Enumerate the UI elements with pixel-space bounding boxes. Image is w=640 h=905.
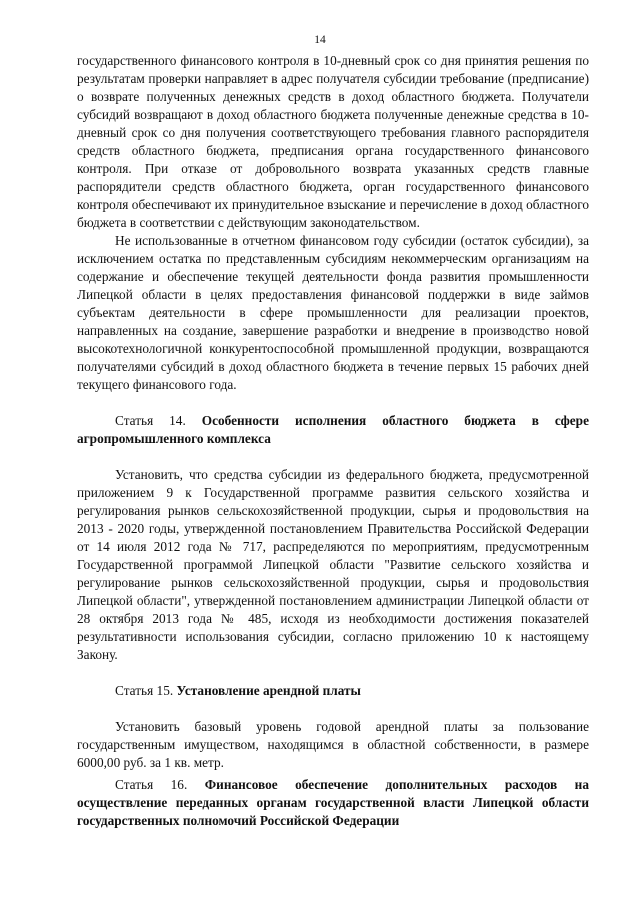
- article-16-heading: [77, 776, 589, 830]
- article-15-prefix: Статья 15.: [115, 683, 177, 698]
- article-14-prefix: Статья 14.: [115, 413, 202, 428]
- article-14-title: Особенности исполнения областного бюджета в сфере агропромышленного комплекса: [77, 413, 589, 446]
- article-15-title: Установление арендной платы: [176, 683, 361, 698]
- paragraph-agro-subsidies: Установить, что средства субсидии из федерального бюджета, предусмотренной приложением 9 к Государственной программе развития сельского хозяйства и регулирования рынков сельскохозяйственной продукции, сырья и продовольствия на 2013 - 2020 годы, утвержденной постановлением Правительства Российской Федерации от 14 июля 2012 года № 717, распределяются по мероприятиям, предусмотренным Государственной программой Липецкой области "Развитие сельского хозяйства и регулирование рынков сельскохозяйственной продукции, сырья и продовольствия Липецкой области", утвержденной постановлением администрации Липецкой области от 28 октября 2013 года № 485, исходя из необходимости достижения показателей результативности использования субсидии, согласно приложению 10 к настоящему Закону.: [77, 467, 589, 662]
- paragraph-rent-rate: Установить базовый уровень годовой арендной платы за пользование государственным имуществом, находящимся в областной собственности, в размере 6000,00 руб. за 1 кв. метр.: [77, 719, 589, 770]
- article-14-heading: [77, 412, 589, 448]
- page-number: 14: [314, 34, 326, 46]
- paragraph-refund-procedure: государственного финансового контроля в 10-дневный срок со дня принятия решения по результатам проверки направляет в адрес получателя субсидии требование (предписание) о возврате полученных денежных средств в доход областного бюджета. Получатели субсидий возвращают в доход областного бюджета полученные денежные средства в 10-дневный срок со дня получения соответствующего требования главного распорядителя средств областного бюджета, предписания органа государственного финансового контроля. При отказе от добровольного возврата указанных средств главные распорядители средств областного бюджета, орган государственного финансового контроля обеспечивают их принудительное взыскание и перечисление в доход областного бюджета в соответствии с действующим законодательством.: [77, 53, 589, 230]
- article-16-title: Финансовое обеспечение дополнительных расходов на осуществление переданных органам государственной власти Липецкой области государственных полномочий Российской Федерации: [77, 777, 589, 828]
- article-16-prefix: Статья 16.: [115, 777, 205, 792]
- document-body: [77, 52, 589, 830]
- article-15-heading: [77, 682, 589, 700]
- paragraph-unused-subsidies: Не использованные в отчетном финансовом году субсидии (остаток субсидии), за исключением остатка по представленным субсидиям некоммерческим организациям на содержание и обеспечение текущей деятельности фонда развития промышленности Липецкой области в целях предоставления финансовой поддержки в виде займов субъектам деятельности в сфере промышленности для реализации проектов, направленных на создание, завершение разработки и внедрение в производство новой высокотехнологичной конкурентоспособной промышленной продукции, возвращаются получателями субсидий в доход областного бюджета в течение первых 15 рабочих дней текущего финансового года.: [77, 233, 589, 392]
